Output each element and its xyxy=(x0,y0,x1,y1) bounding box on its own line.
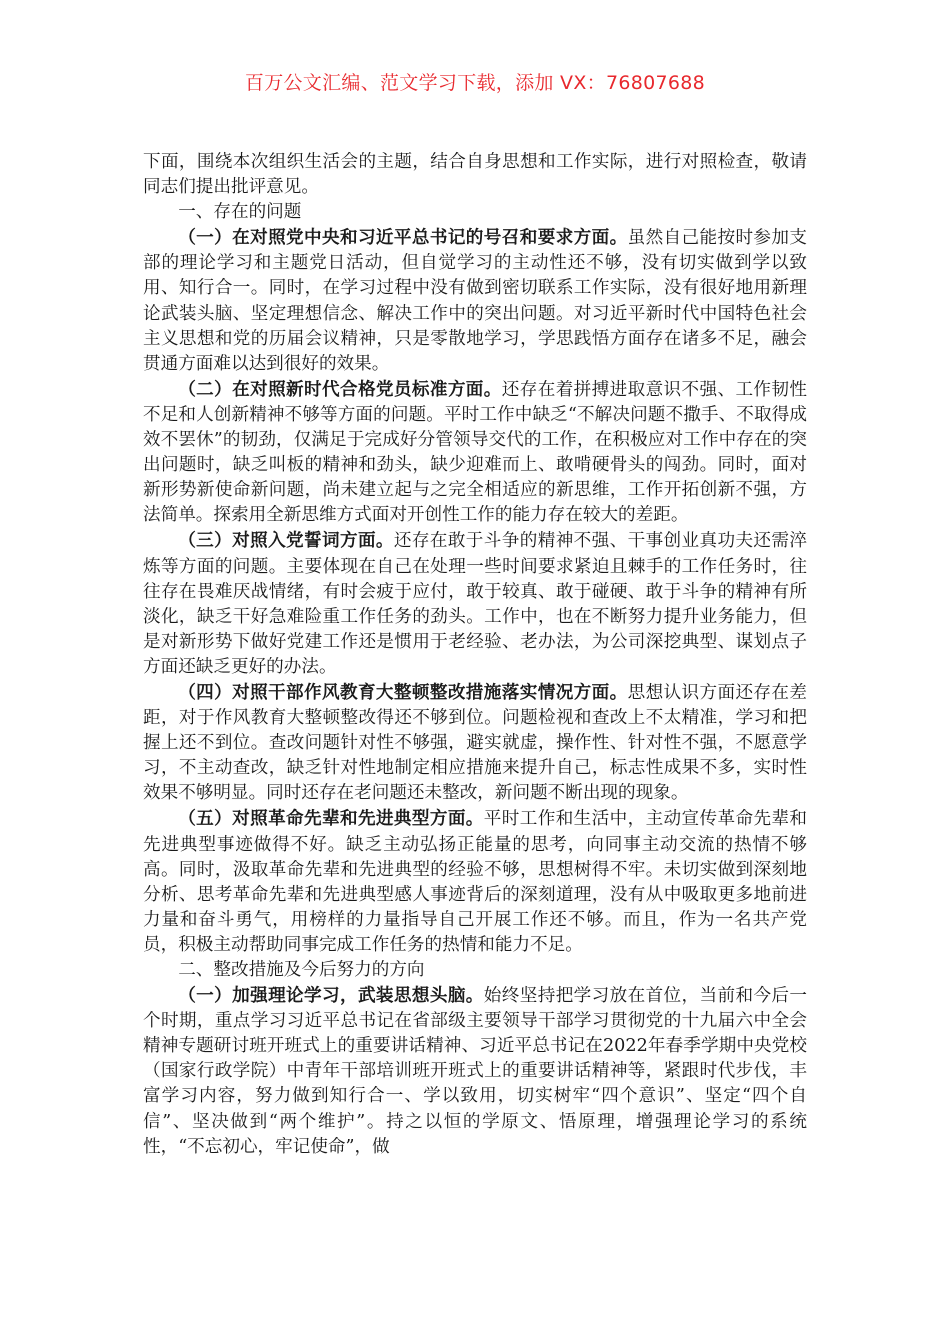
issue-heading-2: （二）在对照新时代合格党员标准方面。 xyxy=(178,378,502,400)
issue-text-5: 平时工作和生活中，主动宣传革命先辈和先进典型事迹做得不好。缺乏主动弘扬正能量的思考，向同事主动交流的热情不够高。同时，汲取革命先辈和先进典型的经验不够，思想树得不牢。未切实做到深刻地分析、思考革命先辈和先进典型感人事迹背后的深刻道理，没有从中吸取更多地前进力量和奋斗勇气，用榜样的力量指导自己开展工作还不够。而且，作为一名共产党员，积极主动帮助同事完成工作任务的热情和能力不足。 xyxy=(143,809,807,955)
document-body xyxy=(143,150,807,1160)
issue-heading-3: （三）对照入党誓词方面。 xyxy=(178,530,394,552)
watermark-header: 百万公文汇编、范文学习下载，添加 VX：76807688 xyxy=(244,72,706,94)
section-1-title: 一、存在的问题 xyxy=(178,202,302,223)
issue-heading-5: （五）对照革命先辈和先进典型方面。 xyxy=(178,808,484,830)
issue-paragraph-4 xyxy=(143,680,807,806)
measure-paragraph-1 xyxy=(143,983,807,1160)
measure-text-1: 始终坚持把学习放在首位，当前和今后一个时期，重点学习习近平总书记在省部级主要领导干部学习贯彻党的十九届六中全会精神专题研讨班开班式上的重要讲话精神、习近平总书记在2022年春季学期中央党校（国家行政学院）中青年干部培训班开班式上的重要讲话精神等，紧跟时代步伐，丰富学习内容，努力做到知行合一、学以致用，切实树牢“四个意识”、坚定“四个自信”、坚决做到“两个维护”。持之以恒的学原文、悟原理，增强理论学习的系统性，“不忘初心，牢记使命”，做 xyxy=(143,986,807,1157)
issue-text-1: 虽然自己能按时参加支部的理论学习和主题党日活动，但自觉学习的主动性还不够，没有切实做到学以致用、知行合一。同时，在学习过程中没有做到密切联系工作实际，没有很好地用新理论武装头脑、坚定理想信念、解决工作中的突出问题。对习近平新时代中国特色社会主义思想和党的历届会议精神，只是零散地学习，学思践悟方面存在诸多不足，融会贯通方面难以达到很好的效果。 xyxy=(143,228,807,374)
issue-paragraph-2 xyxy=(143,377,807,529)
section-2-title: 二、整改措施及今后努力的方向 xyxy=(178,960,425,980)
issue-heading-1: （一）在对照党中央和习近平总书记的号召和要求方面。 xyxy=(178,227,628,249)
issue-paragraph-1 xyxy=(143,225,807,377)
issue-paragraph-3 xyxy=(143,528,807,680)
issue-text-3: 还存在敢于斗争的精神不强、干事创业真功夫还需淬炼等方面的问题。主要体现在自己在处理一些时间要求紧迫且棘手的工作任务时，往往存在畏难厌战情绪，有时会疲于应付，敢于较真、敢于碰硬、敢于斗争的精神有所淡化，缺乏干好急难险重工作任务的劲头。工作中，也在不断努力提升业务能力，但是对新形势下做好党建工作还是惯用于老经验、老办法，为公司深挖典型、谋划点子方面还缺乏更好的办法。 xyxy=(143,531,807,677)
issue-paragraph-5 xyxy=(143,806,807,958)
issue-text-4: 思想认识方面还存在差距，对于作风教育大整顿整改得还不够到位。问题检视和查改上不太精准，学习和把握上还不到位。查改问题针对性不够强，避实就虚，操作性、针对性不强，不愿意学习，不主动查改，缺乏针对性地制定相应措施来提升自己，标志性成果不多，实时性效果不够明显。同时还存在老问题还未整改，新问题不断出现的现象。 xyxy=(143,682,807,804)
issue-text-2: 还存在着拼搏进取意识不强、工作韧性不足和人创新精神不够等方面的问题。平时工作中缺乏“不解决问题不撒手、不取得成效不罢休”的韧劲，仅满足于完成好分管领导交代的工作，在积极应对工作中存在的突出问题时，缺乏叫板的精神和劲头，缺少迎难而上、敢啃硬骨头的闯劲。同时，面对新形势新使命新问题，尚未建立起与之完全相适应的新思维，工作开拓创新不强，方法简单。探索用全新思维方式面对开创性工作的能力存在较大的差距。 xyxy=(143,379,807,526)
issue-heading-4: （四）对照干部作风教育大整顿整改措施落实情况方面。 xyxy=(178,681,628,703)
intro-paragraph: 下面，围绕本次组织生活会的主题，结合自身思想和工作实际，进行对照检查，敬请同志们提出批评意见。 xyxy=(143,152,807,198)
measure-heading-1: （一）加强理论学习，武装思想头脑。 xyxy=(178,985,484,1007)
